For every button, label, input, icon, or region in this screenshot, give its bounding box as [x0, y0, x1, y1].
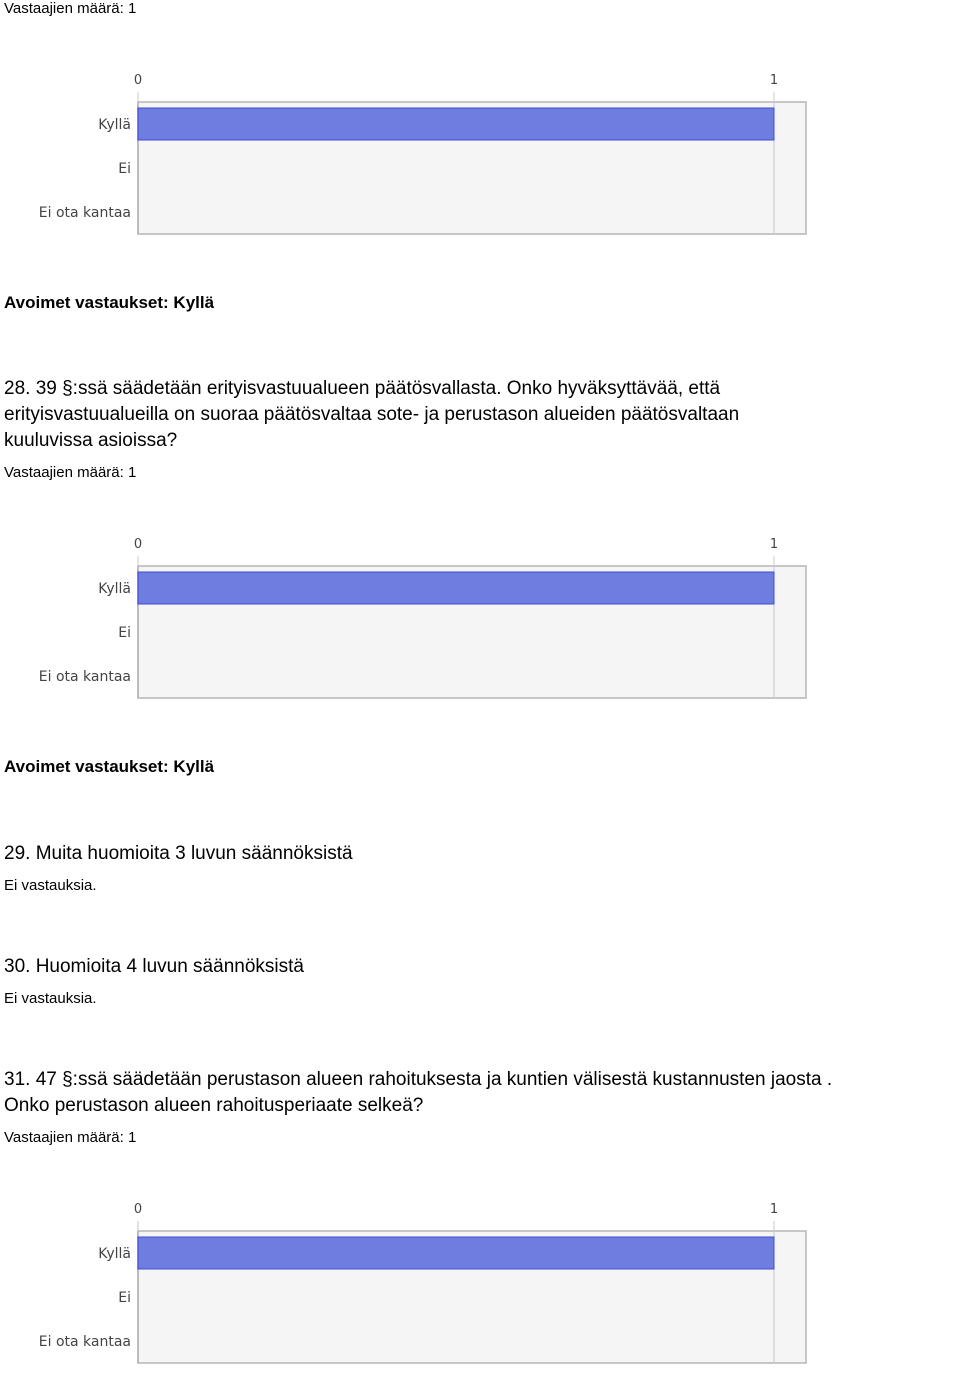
x-tick-label: 0 — [133, 1202, 143, 1217]
open-answers-heading: Avoimet vastaukset: Kyllä — [4, 293, 215, 312]
respondent-count: Vastaajien määrä: 1 — [4, 1129, 137, 1146]
bar-chart-28 — [0, 524, 960, 714]
question-28-title: 28. 39 §:ssä säädetään erityisvastuualueen päätösvallasta. Onko hyväksyttävää, että — [4, 378, 721, 399]
bar-chart-31 — [0, 1189, 960, 1379]
chart-svg — [0, 524, 960, 714]
x-tick-label: 0 — [133, 537, 143, 552]
category-label: Kyllä — [98, 581, 131, 597]
category-label: Kyllä — [98, 1246, 131, 1262]
open-answers-heading: Avoimet vastaukset: Kyllä — [4, 757, 215, 776]
category-label: Ei ota kantaa — [38, 669, 131, 685]
chart-svg — [0, 60, 960, 250]
respondent-count: Vastaajien määrä: 1 — [4, 464, 137, 481]
question-28-title-line3: kuuluvissa asioissa? — [4, 430, 178, 451]
x-tick-label: 1 — [769, 537, 779, 552]
category-label: Ei — [118, 1290, 131, 1306]
x-tick-label: 0 — [133, 73, 143, 88]
no-answers-note: Ei vastauksia. — [4, 990, 97, 1007]
category-label: Ei ota kantaa — [38, 205, 131, 221]
question-30-title: 30. Huomioita 4 luvun säännöksistä — [4, 956, 304, 977]
category-label: Ei — [118, 625, 131, 641]
chart-svg — [0, 1189, 960, 1379]
question-29-title: 29. Muita huomioita 3 luvun säännöksistä — [4, 843, 353, 864]
bar-kyllä — [138, 572, 774, 604]
bar-chart-27 — [0, 60, 960, 250]
x-tick-label: 1 — [769, 73, 779, 88]
question-31-title: 31. 47 §:ssä säädetään perustason alueen rahoituksesta ja kuntien välisestä kustannusten jaosta . — [4, 1069, 833, 1090]
question-31-title-line2: Onko perustason alueen rahoitusperiaate selkeä? — [4, 1095, 424, 1116]
question-28-title-line2: erityisvastuualueilla on suoraa päätösvaltaa sote- ja perustason alueiden päätösvaltaan — [4, 404, 740, 425]
category-label: Ei — [118, 161, 131, 177]
bar-kyllä — [138, 108, 774, 140]
category-label: Ei ota kantaa — [38, 1334, 131, 1350]
category-label: Kyllä — [98, 117, 131, 133]
bar-kyllä — [138, 1237, 774, 1269]
x-tick-label: 1 — [769, 1202, 779, 1217]
respondent-count: Vastaajien määrä: 1 — [4, 0, 137, 17]
no-answers-note: Ei vastauksia. — [4, 877, 97, 894]
